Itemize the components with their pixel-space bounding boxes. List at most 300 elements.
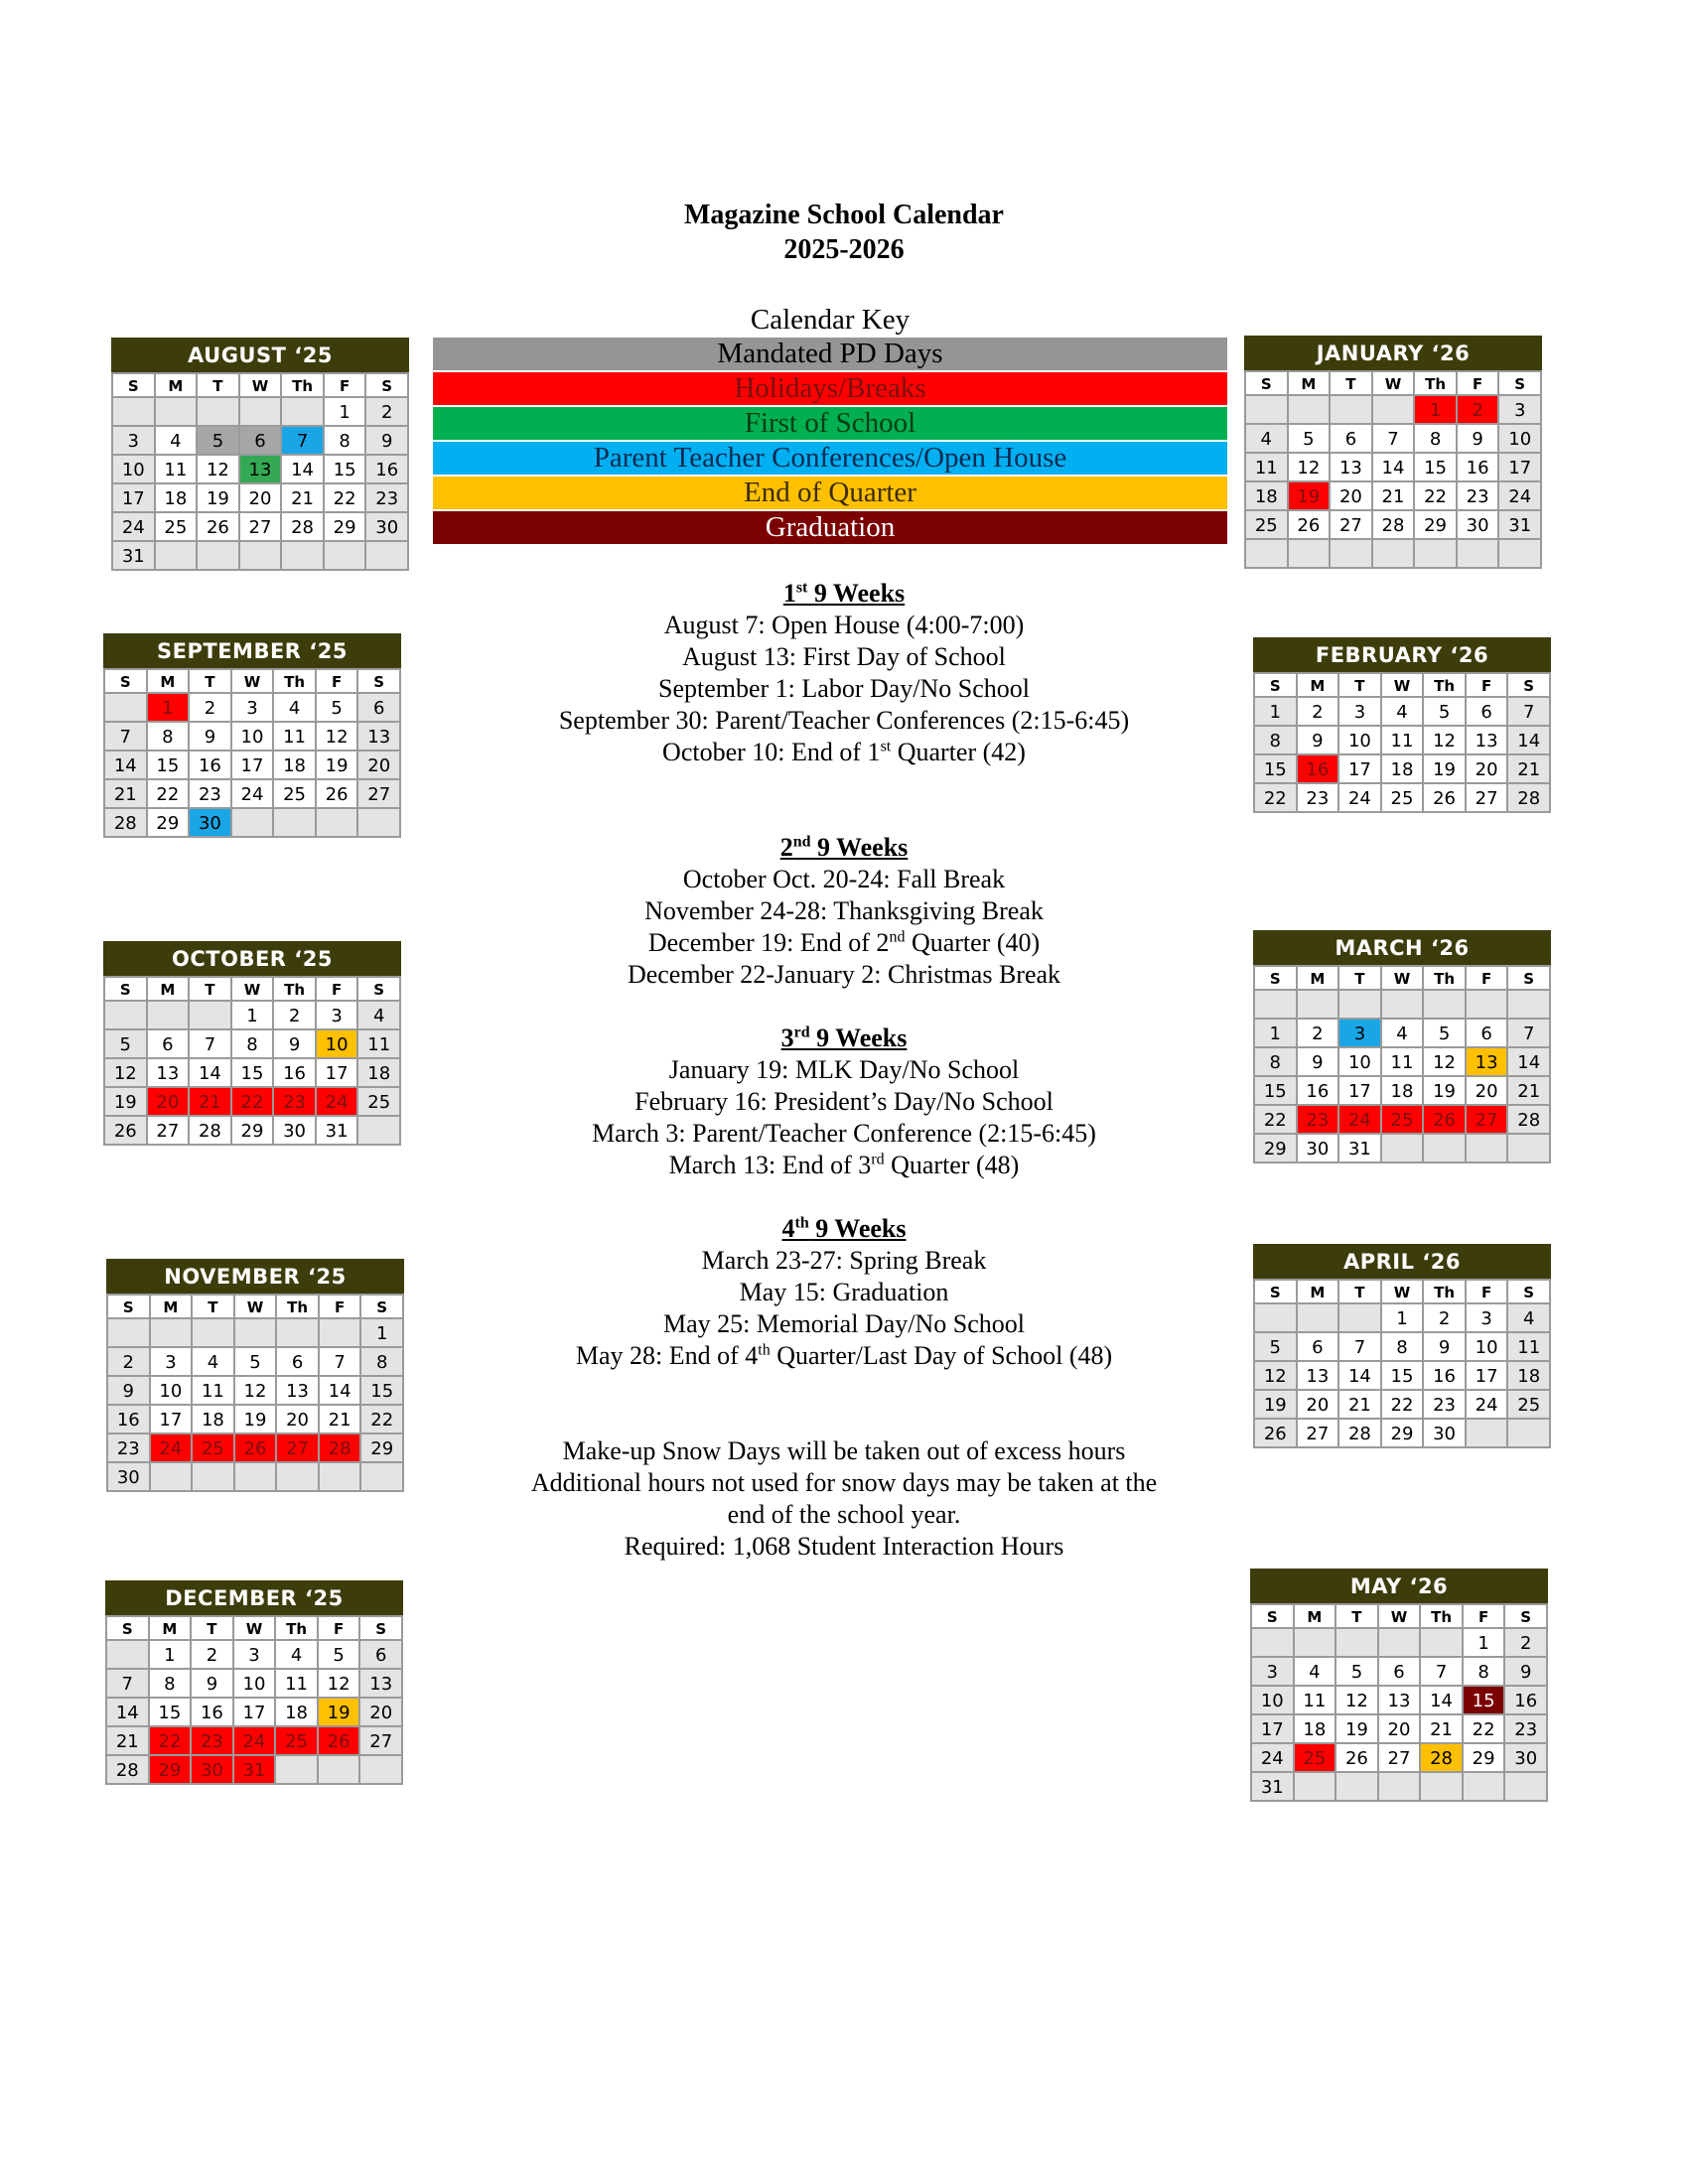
weekday-header: T xyxy=(1339,967,1382,991)
day-cell xyxy=(1298,1304,1340,1333)
day-cell: 15 xyxy=(325,456,367,484)
day-cell: 6 xyxy=(358,694,401,723)
weekday-header: W xyxy=(232,978,275,1002)
event-line: December 22-January 2: Christmas Break xyxy=(627,960,1061,989)
day-cell: 13 xyxy=(1467,727,1509,755)
heading-number: 1 xyxy=(782,579,796,608)
day-cell xyxy=(1508,1420,1551,1448)
day-cell: 29 xyxy=(361,1434,404,1463)
day-cell: 8 xyxy=(1255,727,1298,755)
day-cell: 12 xyxy=(1424,1048,1467,1077)
day-cell: 19 xyxy=(235,1406,278,1434)
day-cell: 29 xyxy=(148,809,191,838)
day-cell: 4 xyxy=(274,694,317,723)
day-cell xyxy=(1373,540,1416,569)
weekday-header: Th xyxy=(277,1296,320,1319)
day-cell: 6 xyxy=(1331,425,1373,454)
weekday-header: S xyxy=(361,1296,404,1319)
day-cell: 12 xyxy=(317,723,359,751)
day-cell: 29 xyxy=(1464,1744,1506,1773)
day-cell: 11 xyxy=(274,723,317,751)
event-line: March 3: Parent/Teacher Conference (2:15-6:45) xyxy=(592,1119,1096,1148)
day-cell: 9 xyxy=(1458,425,1500,454)
event-line xyxy=(496,1340,1192,1372)
event-line: March 23-27: Spring Break xyxy=(701,1246,987,1275)
day-cell xyxy=(1424,991,1467,1020)
day-cell xyxy=(274,809,317,838)
day-cell: 20 xyxy=(358,751,401,780)
day-cell: 30 xyxy=(1424,1420,1467,1448)
day-cell: 17 xyxy=(113,484,156,513)
day-cell xyxy=(1382,1135,1425,1163)
weekday-header: S xyxy=(105,978,148,1002)
day-cell: 24 xyxy=(1252,1744,1295,1773)
day-cell: 26 xyxy=(1289,511,1332,540)
day-cell xyxy=(1298,991,1340,1020)
event-text: March 13: End of 3 xyxy=(668,1151,872,1179)
day-cell: 27 xyxy=(1467,784,1509,813)
day-cell: 8 xyxy=(1255,1048,1298,1077)
day-cell: 31 xyxy=(317,1117,359,1146)
day-cell: 19 xyxy=(198,484,240,513)
day-cell: 18 xyxy=(156,484,199,513)
day-cell: 27 xyxy=(148,1117,191,1146)
day-cell xyxy=(1421,1773,1464,1802)
day-cell: 27 xyxy=(1379,1744,1422,1773)
day-cell: 20 xyxy=(148,1088,191,1117)
day-cell: 5 xyxy=(105,1030,148,1059)
day-cell: 15 xyxy=(150,1699,193,1727)
heading-text: 9 Weeks xyxy=(808,1214,907,1243)
day-cell: 7 xyxy=(282,427,325,456)
quarter-heading xyxy=(496,578,1192,610)
day-cell: 24 xyxy=(317,1088,359,1117)
month-title: DECEMBER ‘25 xyxy=(105,1580,403,1615)
day-cell: 1 xyxy=(1382,1304,1425,1333)
day-cell xyxy=(1373,396,1416,425)
weekday-header: S xyxy=(358,978,401,1002)
day-cell: 16 xyxy=(192,1699,234,1727)
day-cell: 2 xyxy=(1298,1020,1340,1048)
day-cell: 3 xyxy=(113,427,156,456)
heading-suffix: rd xyxy=(793,1024,810,1041)
day-cell: 19 xyxy=(317,751,359,780)
day-cell: 25 xyxy=(1382,1106,1425,1135)
day-cell xyxy=(151,1463,194,1492)
weekday-header: T xyxy=(1331,372,1373,396)
event-text: December 19: End of 2 xyxy=(647,928,890,957)
event-line: May 25: Memorial Day/No School xyxy=(663,1309,1025,1338)
day-cell: 5 xyxy=(1424,1020,1467,1048)
day-cell: 19 xyxy=(105,1088,148,1117)
day-cell: 3 xyxy=(317,1002,359,1030)
day-cell xyxy=(1458,540,1500,569)
day-cell xyxy=(113,398,156,427)
weekday-header: S xyxy=(107,1617,150,1641)
weekday-header: W xyxy=(1373,372,1416,396)
day-cell: 15 xyxy=(1464,1687,1506,1715)
weekday-header: Th xyxy=(274,670,317,694)
weekday-header: S xyxy=(360,1617,403,1641)
day-cell xyxy=(156,542,199,571)
month-grid xyxy=(1253,672,1551,813)
day-cell: 28 xyxy=(1373,511,1416,540)
day-cell: 8 xyxy=(1382,1333,1425,1362)
day-cell xyxy=(240,398,283,427)
month-title: NOVEMBER ‘25 xyxy=(106,1259,404,1294)
day-cell: 15 xyxy=(148,751,191,780)
day-cell: 27 xyxy=(1331,511,1373,540)
day-cell xyxy=(1331,396,1373,425)
month-title: SEPTEMBER ‘25 xyxy=(103,633,401,668)
day-cell: 6 xyxy=(360,1641,403,1670)
day-cell: 15 xyxy=(1255,755,1298,784)
day-cell xyxy=(156,398,199,427)
weekday-header: S xyxy=(113,374,156,398)
event-text: Quarter (48) xyxy=(884,1151,1020,1179)
day-cell: 4 xyxy=(1246,425,1289,454)
note-line: Make-up Snow Days will be taken out of excess hours xyxy=(562,1436,1126,1465)
event-line: May 15: Graduation xyxy=(739,1278,949,1306)
day-cell: 26 xyxy=(317,780,359,809)
day-cell: 3 xyxy=(1467,1304,1509,1333)
weekday-header: M xyxy=(156,374,199,398)
weekday-header: F xyxy=(1464,1605,1506,1629)
school-year: 2025-2026 xyxy=(783,234,905,265)
day-cell: 31 xyxy=(1339,1135,1382,1163)
day-cell xyxy=(320,1463,362,1492)
weekday-header: W xyxy=(240,374,283,398)
day-cell: 23 xyxy=(108,1434,151,1463)
quarter-heading xyxy=(496,832,1192,864)
day-cell: 17 xyxy=(234,1699,277,1727)
month-title: MARCH ‘26 xyxy=(1253,930,1551,965)
day-cell: 11 xyxy=(1382,727,1425,755)
day-cell: 25 xyxy=(1246,511,1289,540)
day-cell: 11 xyxy=(358,1030,401,1059)
day-cell: 17 xyxy=(232,751,275,780)
day-cell xyxy=(1289,396,1332,425)
day-cell: 27 xyxy=(277,1434,320,1463)
weekday-header: W xyxy=(232,670,275,694)
day-cell: 16 xyxy=(1458,454,1500,482)
day-cell: 28 xyxy=(282,513,325,542)
day-cell: 16 xyxy=(274,1059,317,1088)
day-cell: 26 xyxy=(235,1434,278,1463)
day-cell: 10 xyxy=(234,1670,277,1699)
day-cell: 13 xyxy=(358,723,401,751)
day-cell: 28 xyxy=(190,1117,232,1146)
weekday-header: S xyxy=(1508,674,1551,698)
key-graduation: Graduation xyxy=(433,511,1227,544)
day-cell: 9 xyxy=(274,1030,317,1059)
day-cell: 18 xyxy=(1382,755,1425,784)
day-cell: 30 xyxy=(366,513,409,542)
weekday-header: T xyxy=(192,1617,234,1641)
day-cell: 4 xyxy=(1508,1304,1551,1333)
event-line xyxy=(496,927,1192,959)
day-cell: 21 xyxy=(1421,1715,1464,1744)
weekday-header: S xyxy=(1252,1605,1295,1629)
day-cell: 28 xyxy=(1508,784,1551,813)
day-cell: 19 xyxy=(1289,482,1332,511)
month-calendar xyxy=(1253,930,1551,1163)
day-cell: 26 xyxy=(1336,1744,1379,1773)
day-cell: 4 xyxy=(1295,1658,1337,1687)
key-title: Calendar Key xyxy=(750,304,911,336)
day-cell: 2 xyxy=(192,1641,234,1670)
day-cell: 4 xyxy=(1382,1020,1425,1048)
day-cell xyxy=(325,542,367,571)
day-cell: 2 xyxy=(274,1002,317,1030)
day-cell: 6 xyxy=(1379,1658,1422,1687)
day-cell: 14 xyxy=(282,456,325,484)
day-cell: 25 xyxy=(1382,784,1425,813)
event-text: rd xyxy=(871,1151,885,1168)
day-cell: 25 xyxy=(156,513,199,542)
weekday-header: F xyxy=(1467,674,1509,698)
day-cell: 2 xyxy=(108,1348,151,1377)
day-cell: 12 xyxy=(235,1377,278,1406)
day-cell: 19 xyxy=(1424,1077,1467,1106)
day-cell: 11 xyxy=(1295,1687,1337,1715)
day-cell: 17 xyxy=(1339,755,1382,784)
heading-number: 4 xyxy=(781,1214,795,1243)
day-cell: 9 xyxy=(1298,727,1340,755)
weekday-header: S xyxy=(1505,1605,1548,1629)
month-calendar xyxy=(1250,1569,1548,1802)
day-cell: 28 xyxy=(1339,1420,1382,1448)
weekday-header: Th xyxy=(274,978,317,1002)
day-cell: 30 xyxy=(192,1756,234,1785)
day-cell: 23 xyxy=(366,484,409,513)
day-cell: 11 xyxy=(1508,1333,1551,1362)
day-cell: 24 xyxy=(1499,482,1542,511)
month-grid xyxy=(105,1615,403,1785)
day-cell: 1 xyxy=(1255,698,1298,727)
weekday-header: M xyxy=(148,670,191,694)
day-cell: 9 xyxy=(108,1377,151,1406)
month-title: AUGUST ‘25 xyxy=(111,338,409,372)
day-cell: 11 xyxy=(1246,454,1289,482)
weekday-header: W xyxy=(235,1296,278,1319)
weekday-header: Th xyxy=(1424,967,1467,991)
day-cell: 7 xyxy=(190,1030,232,1059)
day-cell: 1 xyxy=(1464,1629,1506,1658)
day-cell: 28 xyxy=(320,1434,362,1463)
day-cell: 5 xyxy=(1424,698,1467,727)
day-cell: 5 xyxy=(319,1641,361,1670)
day-cell xyxy=(1246,396,1289,425)
day-cell: 6 xyxy=(1467,1020,1509,1048)
day-cell xyxy=(319,1756,361,1785)
weekday-header: S xyxy=(1255,1281,1298,1304)
day-cell: 11 xyxy=(156,456,199,484)
day-cell: 3 xyxy=(232,694,275,723)
day-cell xyxy=(1464,1773,1506,1802)
day-cell: 12 xyxy=(198,456,240,484)
weekday-header: F xyxy=(1467,967,1509,991)
day-cell: 3 xyxy=(234,1641,277,1670)
day-cell: 9 xyxy=(1505,1658,1548,1687)
day-cell: 13 xyxy=(1298,1362,1340,1391)
day-cell: 2 xyxy=(366,398,409,427)
day-cell xyxy=(277,1463,320,1492)
day-cell: 31 xyxy=(1499,511,1542,540)
day-cell xyxy=(282,398,325,427)
day-cell: 24 xyxy=(151,1434,194,1463)
day-cell: 27 xyxy=(1467,1106,1509,1135)
day-cell xyxy=(1467,991,1509,1020)
weekday-header: F xyxy=(319,1617,361,1641)
day-cell: 1 xyxy=(150,1641,193,1670)
note-line: end of the school year. xyxy=(727,1500,961,1529)
day-cell xyxy=(1467,1420,1509,1448)
weekday-header: M xyxy=(148,978,191,1002)
day-cell xyxy=(366,542,409,571)
heading-number: 3 xyxy=(780,1024,794,1052)
weekday-header: S xyxy=(108,1296,151,1319)
day-cell: 12 xyxy=(1424,727,1467,755)
day-cell xyxy=(276,1756,319,1785)
weekday-header: F xyxy=(317,978,359,1002)
day-cell xyxy=(1336,1773,1379,1802)
day-cell: 8 xyxy=(232,1030,275,1059)
day-cell: 8 xyxy=(361,1348,404,1377)
day-cell: 14 xyxy=(1508,727,1551,755)
day-cell: 26 xyxy=(105,1117,148,1146)
event-line xyxy=(496,1150,1192,1181)
day-cell: 4 xyxy=(193,1348,235,1377)
day-cell: 29 xyxy=(1415,511,1458,540)
day-cell: 13 xyxy=(360,1670,403,1699)
day-cell: 8 xyxy=(1464,1658,1506,1687)
heading-text: 9 Weeks xyxy=(809,1024,908,1052)
day-cell xyxy=(190,1002,232,1030)
day-cell: 19 xyxy=(1424,755,1467,784)
day-cell: 20 xyxy=(1298,1391,1340,1420)
weekday-header: S xyxy=(366,374,409,398)
day-cell: 6 xyxy=(277,1348,320,1377)
day-cell: 9 xyxy=(1424,1333,1467,1362)
event-text: Quarter (42) xyxy=(891,738,1026,766)
month-calendar xyxy=(1253,1244,1551,1448)
day-cell: 2 xyxy=(1298,698,1340,727)
day-cell: 13 xyxy=(148,1059,191,1088)
day-cell: 31 xyxy=(113,542,156,571)
month-calendar xyxy=(103,633,401,838)
day-cell: 7 xyxy=(107,1670,150,1699)
day-cell: 28 xyxy=(105,809,148,838)
day-cell: 17 xyxy=(317,1059,359,1088)
day-cell xyxy=(1467,1135,1509,1163)
day-cell: 6 xyxy=(1298,1333,1340,1362)
month-grid xyxy=(1253,1279,1551,1448)
day-cell: 15 xyxy=(1415,454,1458,482)
heading-number: 2 xyxy=(779,833,793,862)
day-cell: 12 xyxy=(1336,1687,1379,1715)
day-cell: 5 xyxy=(317,694,359,723)
weekday-header: W xyxy=(1382,674,1425,698)
day-cell: 9 xyxy=(190,723,232,751)
day-cell xyxy=(1379,1629,1422,1658)
heading-text: 9 Weeks xyxy=(807,579,906,608)
day-cell: 30 xyxy=(1298,1135,1340,1163)
day-cell xyxy=(148,1002,191,1030)
day-cell: 23 xyxy=(190,780,232,809)
month-calendar xyxy=(105,1580,403,1785)
event-line: November 24-28: Thanksgiving Break xyxy=(644,896,1044,925)
weekday-header: S xyxy=(358,670,401,694)
day-cell: 21 xyxy=(190,1088,232,1117)
day-cell: 20 xyxy=(1331,482,1373,511)
day-cell: 30 xyxy=(108,1463,151,1492)
day-cell: 28 xyxy=(1508,1106,1551,1135)
day-cell: 24 xyxy=(1339,784,1382,813)
day-cell: 3 xyxy=(151,1348,194,1377)
day-cell xyxy=(277,1319,320,1348)
day-cell: 25 xyxy=(193,1434,235,1463)
day-cell: 21 xyxy=(1339,1391,1382,1420)
day-cell: 12 xyxy=(1289,454,1332,482)
month-title: JANUARY ‘26 xyxy=(1244,336,1542,370)
day-cell: 26 xyxy=(319,1727,361,1756)
weekday-header: W xyxy=(1382,1281,1425,1304)
day-cell: 21 xyxy=(105,780,148,809)
key-conferences: Parent Teacher Conferences/Open House xyxy=(433,442,1227,475)
weekday-header: Th xyxy=(1424,674,1467,698)
day-cell xyxy=(240,542,283,571)
day-cell xyxy=(105,1002,148,1030)
day-cell: 20 xyxy=(240,484,283,513)
day-cell xyxy=(1505,1773,1548,1802)
month-title: MAY ‘26 xyxy=(1250,1569,1548,1603)
day-cell: 24 xyxy=(232,780,275,809)
day-cell: 16 xyxy=(190,751,232,780)
day-cell: 23 xyxy=(1458,482,1500,511)
day-cell: 2 xyxy=(1505,1629,1548,1658)
day-cell: 27 xyxy=(240,513,283,542)
day-cell: 20 xyxy=(1467,755,1509,784)
day-cell: 18 xyxy=(1295,1715,1337,1744)
day-cell: 22 xyxy=(1255,784,1298,813)
day-cell: 5 xyxy=(1255,1333,1298,1362)
day-cell: 1 xyxy=(361,1319,404,1348)
day-cell xyxy=(358,1117,401,1146)
day-cell: 25 xyxy=(274,780,317,809)
weekday-header: S xyxy=(1508,967,1551,991)
day-cell: 7 xyxy=(105,723,148,751)
day-cell xyxy=(1246,540,1289,569)
event-line: October Oct. 20-24: Fall Break xyxy=(682,865,1006,893)
weekday-header: Th xyxy=(276,1617,319,1641)
day-cell: 14 xyxy=(1373,454,1416,482)
day-cell: 16 xyxy=(366,456,409,484)
day-cell: 30 xyxy=(1458,511,1500,540)
day-cell: 18 xyxy=(358,1059,401,1088)
day-cell: 17 xyxy=(151,1406,194,1434)
day-cell: 23 xyxy=(192,1727,234,1756)
month-calendar xyxy=(1244,336,1542,569)
day-cell xyxy=(1331,540,1373,569)
day-cell: 30 xyxy=(190,809,232,838)
day-cell: 28 xyxy=(1421,1744,1464,1773)
day-cell: 9 xyxy=(366,427,409,456)
day-cell: 20 xyxy=(277,1406,320,1434)
heading-suffix: st xyxy=(795,579,808,597)
day-cell: 22 xyxy=(148,780,191,809)
month-grid xyxy=(1253,965,1551,1163)
